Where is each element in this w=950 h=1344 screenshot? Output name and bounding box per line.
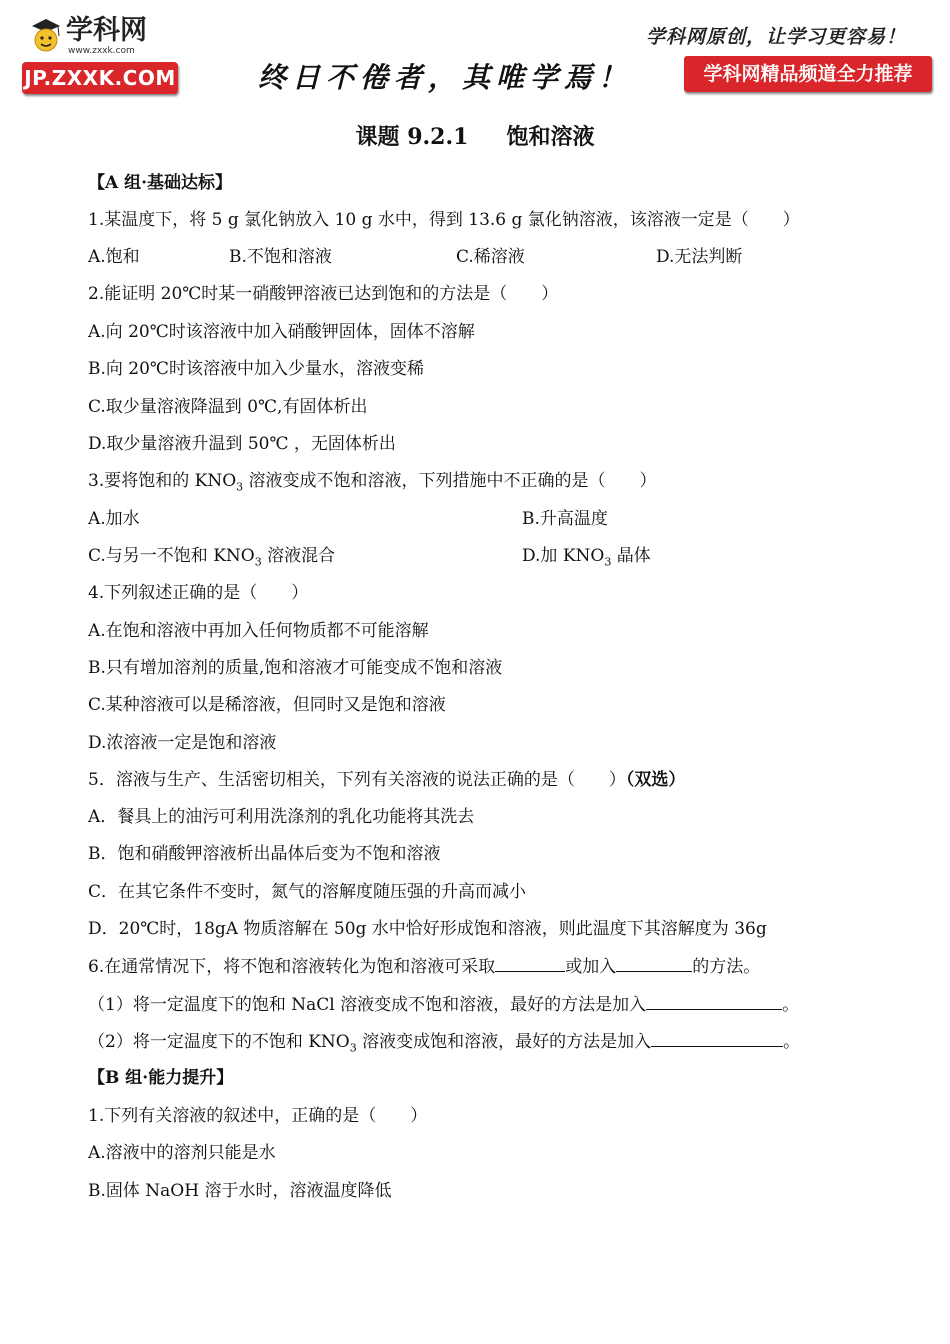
group-b-heading: 【B 组·能力提升】 [88, 1068, 234, 1088]
logo-badge: JP.ZXXK.COM [22, 62, 178, 94]
q3-option-d: D.加 $KNO_3$ 晶体 [522, 546, 651, 569]
q6-blank-2[interactable] [616, 955, 692, 972]
q2-option-c: C.取少量溶液降温到 0℃,有固体析出 [88, 397, 368, 417]
q6-stem: 6.在通常情况下，将不饱和溶液转化为饱和溶液可采取 或加入 的方法。 [88, 957, 761, 977]
q1-option-c: C.稀溶液 [456, 247, 525, 267]
q6-part-2-blank[interactable] [651, 1030, 783, 1047]
header-motto: 终日不倦者，其唯学焉！ [258, 61, 633, 94]
logo-url: www.zxxk.com [68, 46, 135, 56]
q2-option-d: D.取少量溶液升温到 50℃ ，无固体析出 [88, 434, 396, 454]
q3-option-a: A.加水 [88, 509, 140, 529]
q5-stem: 5．溶液与生产、生活密切相关，下列有关溶液的说法正确的是（ ）（双选） [88, 770, 686, 790]
group-a-heading: 【A 组·基础达标】 [88, 173, 233, 193]
q2-option-a: A.向 20℃时该溶液中加入硝酸钾固体，固体不溶解 [88, 322, 475, 342]
title-code: 课题 9.2.1 [355, 124, 469, 150]
q2-option-b: B.向 20℃时该溶液中加入少量水，溶液变稀 [88, 359, 424, 379]
b-q1-option-b: B.固体 NaOH 溶于水时，溶液温度降低 [88, 1181, 392, 1201]
q4-option-c: C.某种溶液可以是稀溶液，但同时又是饱和溶液 [88, 695, 446, 715]
q6-part-1-blank[interactable] [646, 993, 782, 1010]
q4-stem: 4.下列叙述正确的是（ ） [88, 583, 309, 603]
header-banner[interactable]: 学科网精品频道全力推荐 [684, 56, 932, 92]
q2-stem: 2.能证明 20℃时某一硝酸钾溶液已达到饱和的方法是（ ） [88, 284, 559, 304]
q4-option-d: D.浓溶液一定是饱和溶液 [88, 733, 277, 753]
q4-option-a: A.在饱和溶液中再加入任何物质都不可能溶解 [88, 621, 429, 641]
page-title [0, 120, 950, 151]
header-slogan: 学科网原创，让学习更容易！ [646, 26, 907, 48]
zxxk-logo[interactable] [22, 16, 182, 96]
logo-text: 学科网 [66, 15, 147, 46]
q1-option-a: A.饱和 [88, 247, 140, 267]
q6-part-1: （1）将一定温度下的饱和 NaCl 溶液变成不饱和溶液，最好的方法是加入 。 [88, 995, 800, 1015]
q3-stem: 3.要将饱和的 $KNO_3$ 溶液变成不饱和溶液，下列措施中不正确的是（ ） [88, 471, 657, 494]
q5-option-b: B．饱和硝酸钾溶液析出晶体后变为不饱和溶液 [88, 844, 441, 864]
q4-option-b: B.只有增加溶剂的质量,饱和溶液才可能变成不饱和溶液 [88, 658, 503, 678]
q3-option-b: B.升高温度 [522, 509, 608, 529]
q1-stem: 1.某温度下，将 5 g 氯化钠放入 10 g 水中，得到 13.6 g 氯化钠溶液，该溶液一定是（ ） [88, 210, 800, 230]
q5-option-d: D．20℃时，18gA 物质溶解在 50g 水中恰好形成饱和溶液，则此温度下其溶解度为 36g [88, 919, 767, 939]
q1-option-d: D.无法判断 [656, 247, 743, 267]
title-name: 饱和溶液 [506, 124, 595, 150]
q1-option-b: B.不饱和溶液 [229, 247, 332, 267]
b-q1-option-a: A.溶液中的溶剂只能是水 [88, 1143, 276, 1163]
page-header [0, 0, 950, 110]
q5-option-c: C．在其它条件不变时，氮气的溶解度随压强的升高而减小 [88, 882, 527, 902]
q6-part-2: （2）将一定温度下的不饱和 $KNO_3$ 溶液变成饱和溶液，最好的方法是加入 。 [88, 1032, 801, 1055]
b-q1-stem: 1.下列有关溶液的叙述中，正确的是（ ） [88, 1106, 428, 1126]
q6-blank-1[interactable] [495, 955, 565, 972]
q5-option-a: A．餐具上的油污可利用洗涤剂的乳化功能将其洗去 [88, 807, 475, 827]
q5-tag: （双选） [625, 770, 686, 790]
mascot-icon [28, 16, 64, 56]
q3-option-c: C.与另一不饱和 $KNO_3$ 溶液混合 [88, 546, 336, 569]
